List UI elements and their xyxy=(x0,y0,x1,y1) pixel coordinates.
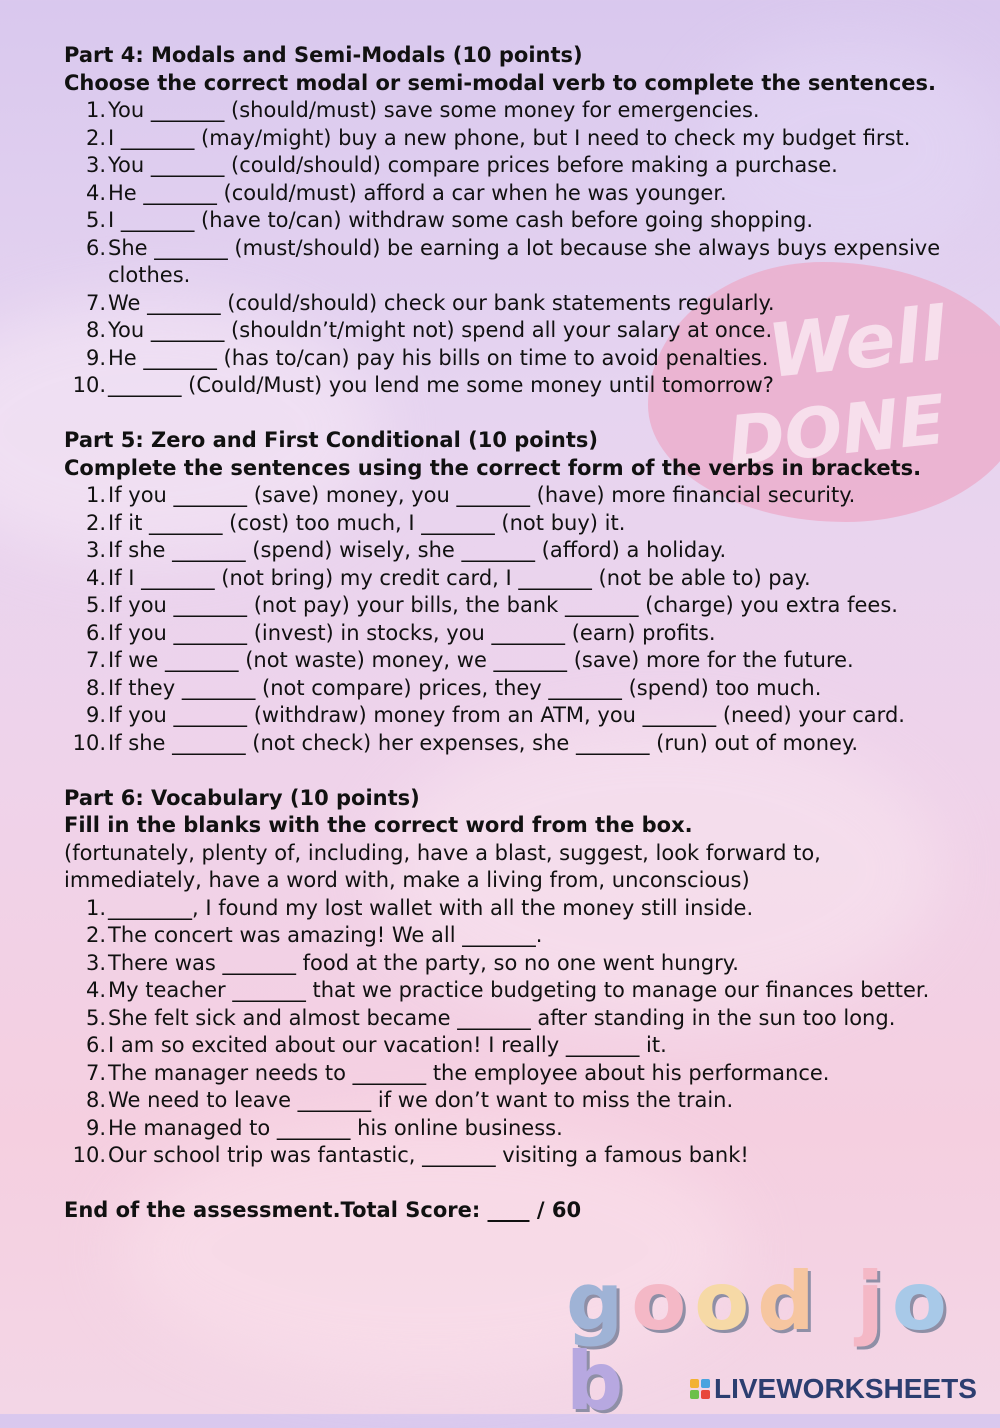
item-number: 3. xyxy=(85,153,106,177)
item-text: The concert was amazing! We all _______. xyxy=(108,923,543,947)
item-number: 1. xyxy=(85,98,106,122)
item-text: If it _______ (cost) too much, I _______ (not buy) it. xyxy=(108,510,626,535)
part4-item-2 xyxy=(64,125,964,153)
item-text: I _______ (may/might) buy a new phone, but I need to check my budget first. xyxy=(108,125,911,150)
part4-title: Part 4: Modals and Semi-Modals (10 points) xyxy=(64,43,583,67)
part4-item-1 xyxy=(64,97,964,125)
item-text: If I _______ (not bring) my credit card, I _______ (not be able to) pay. xyxy=(108,565,811,590)
item-number: 6. xyxy=(85,235,106,260)
item-text: If she _______ (not check) her expenses, she _______ (run) out of money. xyxy=(108,730,859,755)
well-done-text-done: DONE xyxy=(724,380,950,483)
item-number: 3. xyxy=(85,538,106,562)
item-number: 5. xyxy=(85,1005,106,1030)
item-text: You _______ (could/should) compare prices before making a purchase. xyxy=(108,153,838,177)
part5-item-8 xyxy=(64,675,964,703)
item-text: Our school trip was fantastic, _______ visiting a famous bank! xyxy=(108,1143,749,1167)
good-job-letter: g xyxy=(566,1255,632,1348)
part5-list xyxy=(64,482,964,757)
item-number: 1. xyxy=(85,895,106,920)
part4-item-4 xyxy=(64,180,964,208)
item-text: If she _______ (spend) wisely, she _______ (afford) a holiday. xyxy=(108,538,727,562)
part6-item-2 xyxy=(64,922,964,950)
item-number: 3. xyxy=(85,950,106,975)
part5-item-9 xyxy=(64,702,964,730)
liveworksheets-brand: LIVEWORKSHEETS xyxy=(714,1373,977,1404)
item-number: 6. xyxy=(85,1033,106,1057)
part6-item-8 xyxy=(64,1087,964,1115)
item-text: There was _______ food at the party, so no one went hungry. xyxy=(108,950,739,975)
part4-item-3 xyxy=(64,152,964,180)
part5-item-2 xyxy=(64,510,964,538)
item-text: If we _______ (not waste) money, we _______ (save) more for the future. xyxy=(108,648,854,672)
item-text: We _______ (could/should) check our bank statements regularly. xyxy=(108,290,775,315)
part6-instruction: Fill in the blanks with the correct word from the box. xyxy=(64,813,693,837)
part4-section xyxy=(64,42,964,400)
part6-item-5 xyxy=(64,1005,964,1033)
good-job-letter: o xyxy=(891,1255,955,1348)
item-text: If they _______ (not compare) prices, they _______ (spend) too much. xyxy=(108,675,822,700)
item-text: ________, I found my lost wallet with all the money still inside. xyxy=(108,895,754,920)
part4-item-5 xyxy=(64,207,964,235)
item-number: 6. xyxy=(85,620,106,645)
good-job-letter: d xyxy=(757,1255,823,1348)
item-text: You _______ (should/must) save some money for emergencies. xyxy=(108,98,760,122)
liveworksheets-icon xyxy=(690,1379,710,1399)
good-job-letter: o xyxy=(694,1255,758,1348)
item-text: She _______ (must/should) be earning a lot because she always buys expensive clothes. xyxy=(108,235,941,287)
part6-item-9 xyxy=(64,1115,964,1143)
item-number: 10. xyxy=(72,1143,106,1167)
item-number: 8. xyxy=(85,318,106,342)
part6-item-6 xyxy=(64,1032,964,1060)
item-text: I am so excited about our vacation! I really _______ it. xyxy=(108,1033,667,1057)
item-number: 2. xyxy=(85,923,106,947)
part4-item-7 xyxy=(64,290,964,318)
part5-instruction: Complete the sentences using the correct form of the verbs in brackets. xyxy=(64,455,922,480)
part6-item-4 xyxy=(64,977,964,1005)
item-text: My teacher _______ that we practice budgeting to manage our finances better. xyxy=(108,978,930,1002)
part4-item-9 xyxy=(64,345,964,373)
item-number: 10. xyxy=(72,373,106,397)
item-text: I _______ (have to/can) withdraw some cash before going shopping. xyxy=(108,208,814,232)
item-text: She felt sick and almost became _______ after standing in the sun too long. xyxy=(108,1005,896,1030)
part4-item-10 xyxy=(64,372,964,400)
item-text: The manager needs to _______ the employee about his performance. xyxy=(108,1060,830,1085)
part4-instruction: Choose the correct modal or semi-modal verb to complete the sentences. xyxy=(64,70,936,95)
part5-section xyxy=(64,427,964,757)
part5-item-7 xyxy=(64,647,964,675)
part5-item-1 xyxy=(64,482,964,510)
part4-item-8 xyxy=(64,317,964,345)
item-number: 5. xyxy=(85,208,106,232)
item-text: If you _______ (withdraw) money from an ATM, you _______ (need) your card. xyxy=(108,703,905,727)
item-text: If you _______ (not pay) your bills, the bank _______ (charge) you extra fees. xyxy=(108,593,898,617)
part6-title: Part 6: Vocabulary (10 points) xyxy=(64,785,420,810)
liveworksheets-logo[interactable] xyxy=(690,1374,977,1404)
item-number: 7. xyxy=(85,290,106,315)
part6-item-10 xyxy=(64,1142,964,1170)
item-number: 7. xyxy=(85,648,106,672)
item-number: 8. xyxy=(85,1088,106,1112)
item-number: 4. xyxy=(85,180,106,205)
item-number: 9. xyxy=(85,1115,106,1140)
item-text: He _______ (could/must) afford a car when he was younger. xyxy=(108,180,727,205)
part5-title: Part 5: Zero and First Conditional (10 points) xyxy=(64,428,598,452)
item-text: If you _______ (invest) in stocks, you _______ (earn) profits. xyxy=(108,620,716,645)
item-text: We need to leave _______ if we don’t want to miss the train. xyxy=(108,1088,734,1112)
part5-item-3 xyxy=(64,537,964,565)
item-number: 9. xyxy=(85,703,106,727)
part6-item-7 xyxy=(64,1060,964,1088)
part6-item-1 xyxy=(64,895,964,923)
part4-item-6 xyxy=(64,235,964,290)
item-number: 4. xyxy=(85,565,106,590)
well-done-text-well: Well xyxy=(763,290,950,396)
item-number: 9. xyxy=(85,345,106,370)
part6-section xyxy=(64,785,964,1170)
part6-word-box: (fortunately, plenty of, including, have a blast, suggest, look forward to, immediately, have a word with, make a living from, unconscious) xyxy=(64,840,821,892)
item-text: _______ (Could/Must) you lend me some money until tomorrow? xyxy=(108,373,774,397)
worksheet-content xyxy=(64,42,964,1225)
item-text: If you _______ (save) money, you _______ (have) more financial security. xyxy=(108,483,856,507)
total-score: End of the assessment.Total Score: ____ / 60 xyxy=(64,1198,582,1222)
item-text: He _______ (has to/can) pay his bills on time to avoid penalties. xyxy=(108,345,769,370)
item-number: 5. xyxy=(85,593,106,617)
item-number: 4. xyxy=(85,978,106,1002)
item-number: 10. xyxy=(72,730,106,755)
part5-item-5 xyxy=(64,592,964,620)
item-number: 2. xyxy=(85,510,106,535)
item-number: 7. xyxy=(85,1060,106,1085)
item-text: He managed to _______ his online business. xyxy=(108,1115,563,1140)
part5-item-10 xyxy=(64,730,964,758)
item-number: 8. xyxy=(85,675,106,700)
good-job-letter: b xyxy=(566,1335,632,1428)
part6-item-3 xyxy=(64,950,964,978)
part5-item-6 xyxy=(64,620,964,648)
good-job-letter: o xyxy=(631,1255,695,1348)
part6-list xyxy=(64,895,964,1170)
item-text: You _______ (shouldn’t/might not) spend all your salary at once. xyxy=(108,318,773,342)
good-job-letter: j xyxy=(856,1255,892,1348)
item-number: 2. xyxy=(85,125,106,150)
item-number: 1. xyxy=(85,483,106,507)
part4-list xyxy=(64,97,964,400)
part5-item-4 xyxy=(64,565,964,593)
